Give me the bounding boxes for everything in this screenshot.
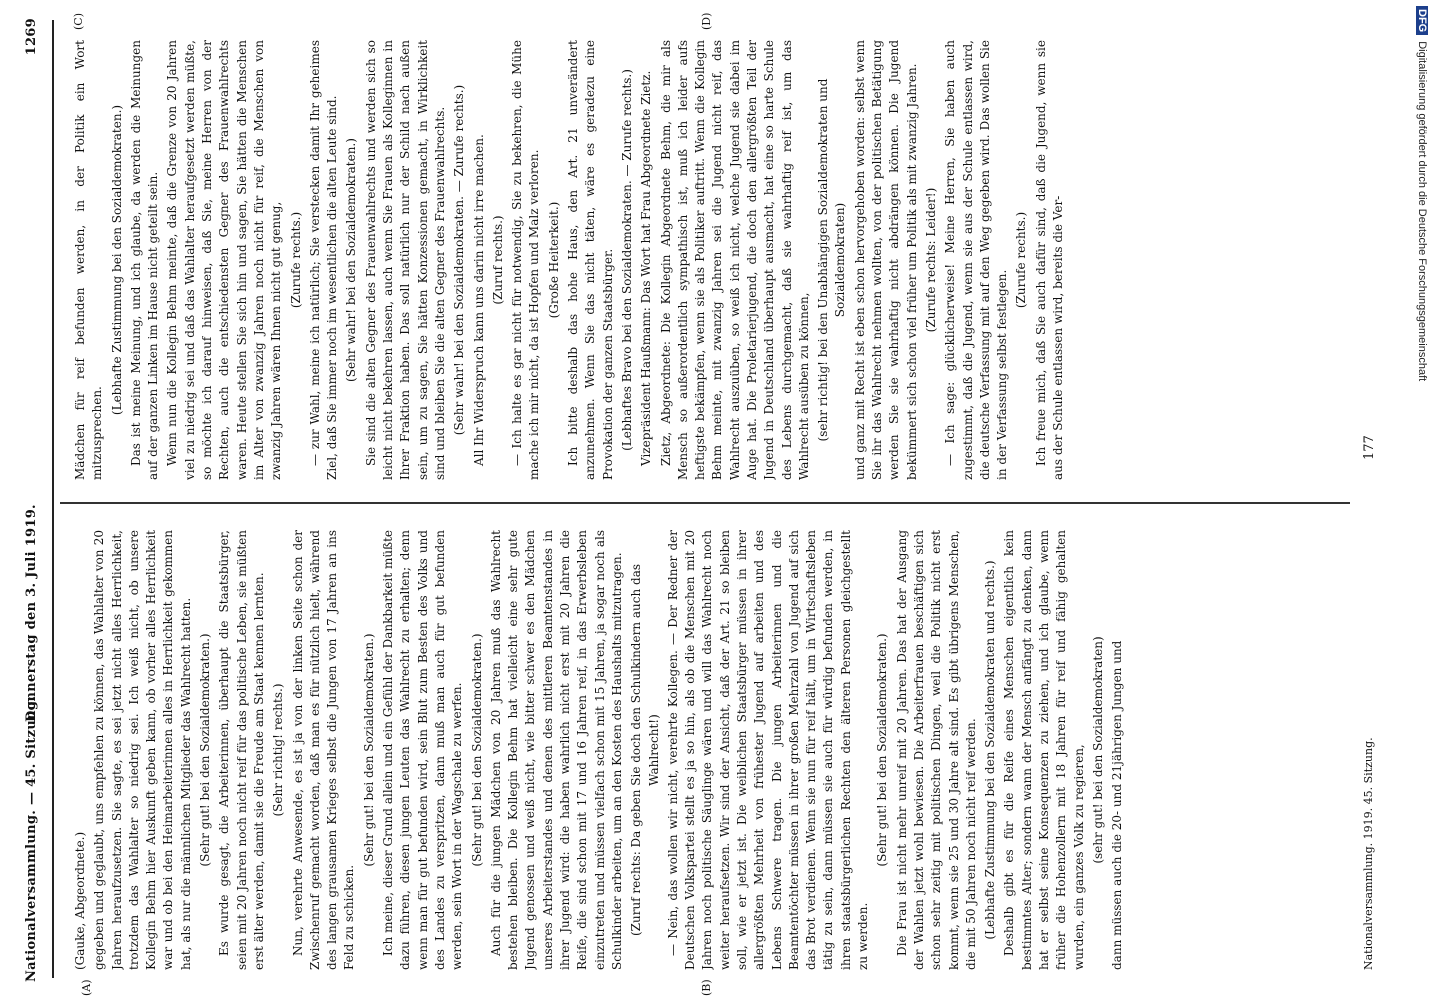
paragraph: (Zurufe rechts.) — [288, 211, 303, 309]
paragraph: dann müssen auch die 20- und 21jährigen Jungen und — [1110, 640, 1125, 970]
paragraph: (sehr richtig! bei den Unabhängigen Sozialdemokraten und Sozialdemokraten) — [816, 78, 848, 442]
text-column-left — [72, 530, 1362, 970]
paragraph: (Zurufe rechts: Leider!) — [923, 187, 938, 333]
paragraph: Sie sind die alten Gegner des Frauenwahlrechts und werden sich so leicht nicht bekehren lassen, auch wenn Sie Frauen als Kolleginnen in Ihrer Fraktion haben. Das soll natürlich nur der Schild nach außen sein, um zu sagen, Sie hätten Konzessionen gemacht, in Wirklichkeit sind und bleiben Sie die alten Gegner des Frauenwahlrechts. — [363, 40, 447, 480]
paragraph: — Ich sage: glücklicherweise! Meine Herren, Sie haben auch zugestimmt, daß die Jugend, wenn sie aus der Schule entlassen wird, die deutsche Verfassung mit auf den Weg gegeben wird. Das wollen Sie in der Verfassung selbst festlegen. — [943, 40, 1010, 480]
paragraph: Auch für die jungen Mädchen von 20 Jahren muß das Wahlrecht bestehen bleiben. Die Kollegin Behm hat vielleicht eine sehr gute Jugend genossen und weiß nicht, wie bitter schwer es den Mädchen unseres Arbeiterstandes und denen des mittleren Beamtenstandes in ihrer Jugend wird: die haben wahrlich nicht erst mit 20 Jahren die Reife, die sind schon mit 17 und 16 Jahren reif, in das Erwerbsleben einzutreten und müssen vielfach schon mit 15 Jahren, ja sogar noch als Schulkinder arbeiten, um an den Kosten des Haushalts mitzutragen. — [488, 530, 624, 970]
paragraph: (Zurufe rechts.) — [1014, 211, 1029, 309]
header-date: Donnerstag den 3. Juli 1919. — [24, 504, 39, 722]
paragraph: (Zuruf rechts.) — [490, 215, 505, 305]
paragraph: (Sehr gut! bei den Sozialdemokraten.) — [875, 633, 890, 867]
paragraph: (Gauke, Abgeordnete.) — [73, 831, 87, 970]
paragraph: (Sehr richtig! rechts.) — [271, 683, 286, 817]
header-page-number: 1269 — [24, 18, 39, 56]
paragraph: (Sehr gut! bei den Sozialdemokraten.) — [469, 633, 484, 867]
paragraph: und ganz mit Recht ist eben schon hervorgehoben worden: selbst wenn Sie ihr das Wahlrecht nehmen wollten, von der politischen Betätigung werden Sie sie wahrhaftig nicht abdrängen können. Die Jugend bekümmert sich schon viel früher um Politik als mit zwanzig Jahren. — [852, 40, 919, 480]
page-footer: Nationalversammlung. 1919. 45. Sitzung. — [1362, 737, 1375, 970]
paragraph: — Ich halte es gar nicht für notwendig, Sie zu bekehren, die Mühe mache ich mir nicht, da ist Hopfen und Malz verloren. — [510, 40, 542, 480]
paragraph: (Lebhafte Zustimmung bei den Sozialdemokraten und rechts.) — [983, 560, 998, 940]
digitization-credit — [1414, 6, 1430, 996]
paragraph: — Nein, das wollen wir nicht, verehrte Kollegen. — Der Redner der Deutschen Volkspartei stellt es ja so hin, als ob die Menschen mit 20 Jahren noch politische Säuglinge wären und will das Wahlrecht noch weiter heraufsetzen. Wir sind der Ansicht, daß der Art. 21 so bleiben soll, wie er jetzt ist. Die weiblichen Staatsbürger müssen in ihrer allergrößten Mehrheit von frühester Jugend auf arbeiten und des Lebens Schwere tragen. Die jungen Arbeiterinnen und die Beamtentöchter müssen in ihrer großen Mehrzahl von Jugend auf sich das Brot verdienen. Wenn sie nun für reif hält, um in Wirtschaftsleben tätig zu sein, dann müssen sie auch für würdig befunden werden, in ihren staatsbürgerlichen Rechten den älteren Personen gleichgestellt zu werden. — [665, 530, 871, 970]
paragraph: (Sehr gut! bei den Sozialdemokraten.) — [198, 633, 213, 867]
paragraph: (Lebhaftes Bravo bei den Sozialdemokraten. — Zurufe rechts.) — [619, 69, 634, 451]
paragraph: (Große Heiterkeit.) — [546, 201, 561, 319]
page-header — [24, 18, 54, 982]
paragraph: Zietz, Abgeordnete: Die Kollegin Abgeordnete Behm, die mir als Mensch so außerordentlich sympathisch ist, muß ich leider aufs heftigste bekämpfen, wenn sie als Politiker auftritt. Wenn die Kollegin Behm meinte, mit zwanzig Jahren sei die Jugend nicht reif, das Wahlrecht auszuüben, so weiß ich nicht, welche Jugend sie dabei im Auge hat. Die Proletarierjugend, die doch den allergrößten Teil der Jugend in Deutschland überhaupt ausmacht, hat eine so harte Schule des Lebens durchgemacht, daß sie wahrhaftig reif ist, um das Wahlrecht ausüben zu können, — [658, 40, 811, 480]
paragraph: Wenn nun die Kollegin Behm meinte, daß die Grenze von 20 Jahren viel zu niedrig sei und daß das Wahlalter heraufgesetzt werden müßte, so möchte ich darauf hinweisen, daß Sie, meine Herren von der Rechten, auch die entschiedensten Gegner des Frauenwahlrechts waren. Heute stellen Sie sich hin und sagen, Sie hätten die Menschen im Alter von zwanzig Jahren noch nicht für reif, die Menschen von zwanzig Jahren wären Ihnen nicht gut genug, — [165, 40, 284, 480]
paragraph: Ich freue mich, daß Sie auch dafür sind, daß die Jugend, wenn sie aus der Schule entlassen wird, bereits die Ver- — [1033, 40, 1066, 480]
dfg-logo: DFG — [1416, 6, 1428, 35]
paragraph: (Sehr wahr! bei den Sozialdemokraten. — Zurufe rechts.) — [452, 84, 467, 436]
paragraph: gegeben und geglaubt, uns empfehlen zu können, das Wahlalter von 20 Jahren heraufzusetzen. Sie sagte, es sei jetzt nicht alles Herrlichkeit, trotzdem das Wahlalter so niedrig sei. Ich weiß nicht, ob unsere Kollegin Behm hier Auskunft geben kann, ob vorher alles Herrlichkeit war und ob bei den Heimarbeiterinnen alles in Herrlichkeit gekommen hat, als nur die männlichen Mitglieder das Wahlrecht hatten. — [92, 530, 193, 970]
paragraph: Es wurde gesagt, die Arbeiterinnen, überhaupt die Staatsbürger, seien mit 20 Jahren noch nicht reif für das politische Leben, sie müßten erst älter werden, damit sie die Freude am Staat kennen lernten. — [217, 530, 266, 970]
paragraph: (Lebhafte Zustimmung bei den Sozialdemokraten.) — [109, 104, 124, 416]
credit-text: Digitalisierung gefördert durch die Deutsche Forschungsgemeinschaft — [1416, 41, 1428, 382]
column-divider — [60, 503, 1350, 505]
text-column-right — [72, 40, 1362, 480]
paragraph: Ich meine, dieser Grund allein und ein Gefühl der Dankbarkeit müßte dazu führen, diesen jungen Leuten das Wahlrecht zu erhalten; denn wenn man für gut befunden wird, sein Blut zum Besten des Volks und des Landes zu verspritzen, dann muß man auch für gut befunden werden, sein Wort in der Wagschale zu werfen. — [381, 530, 465, 970]
paragraph: All Ihr Widerspruch kann uns darin nicht irre machen. — [471, 134, 486, 466]
paragraph: (sehr gut! bei den Sozialdemokraten) — [1090, 636, 1105, 864]
paragraph: Nun, verehrte Anwesende, es ist ja von der linken Seite schon der Zwischenruf gemacht worden, daß man es für nützlich hielt, während des langen grausamen Krieges selbst die Jungen von 17 Jahren an ins Feld zu schicken. — [290, 530, 357, 970]
paragraph: Die Frau ist nicht mehr unreif mit 20 Jahren. Das hat der Ausgang der Wahlen jetzt wohl bewiesen. Die Arbeiterfrauen beschäftigen sich schon sehr zeitig mit politischen Dingen, weil die Politik nicht erst kommt, wenn sie 25 und 30 Jahre alt sind. Es gibt übrigens Menschen, die mit 50 Jahren noch nicht reif werden. — [894, 530, 978, 970]
margin-mark-c: (C) — [72, 13, 85, 30]
paragraph: Vizepräsident Haußmann: Das Wort hat Frau Abgeordnete Zietz. — [639, 70, 654, 466]
header-left: Nationalversammlung. — 45. Sitzung. — [24, 695, 39, 982]
margin-mark-d: (D) — [700, 12, 713, 30]
margin-mark-a: (A) — [80, 979, 93, 996]
bottom-page-marker: 177 — [1362, 435, 1377, 460]
paragraph: Das ist meine Meinung, und ich glaube, da werden die Meinungen auf der ganzen Linken im Hause nicht geteilt sein. — [128, 40, 161, 480]
header-rule — [52, 20, 54, 978]
paragraph: Ich bitte deshalb das hohe Haus, den Art. 21 unverändert anzunehmen. Wenn Sie das nicht täten, wäre es geradezu eine Provokation der ganzen Staatsbürger. — [566, 40, 615, 480]
paragraph: (Sehr wahr! bei den Sozialdemokraten.) — [344, 138, 359, 382]
paragraph: Deshalb gibt es für die Reife eines Menschen eigentlich kein bestimmtes Alter; sondern wann der Mensch anfängt zu denken, dann hat er selbst seine Konsequenzen zu ziehen, und ich glaube, wenn früher die Hohenzollern mit 18 Jahren für reif und fähig gehalten wurden, ein ganzes Volk zu regieren, — [1002, 530, 1086, 970]
paragraph: (Sehr gut! bei den Sozialdemokraten.) — [361, 633, 376, 867]
paragraph: (Zuruf rechts: Da geben Sie doch den Schulkindern auch das Wahlrecht!) — [629, 563, 661, 937]
paragraph: — zur Wahl, meine ich natürlich; Sie verstecken damit Ihr geheimes Ziel, daß Sie immer noch im wesentlichen die alten Leute sind. — [307, 40, 340, 480]
margin-mark-b: (B) — [700, 979, 713, 996]
paragraph: Mädchen für reif befunden werden, in der Politik ein Wort mitzusprechen. — [73, 40, 105, 480]
